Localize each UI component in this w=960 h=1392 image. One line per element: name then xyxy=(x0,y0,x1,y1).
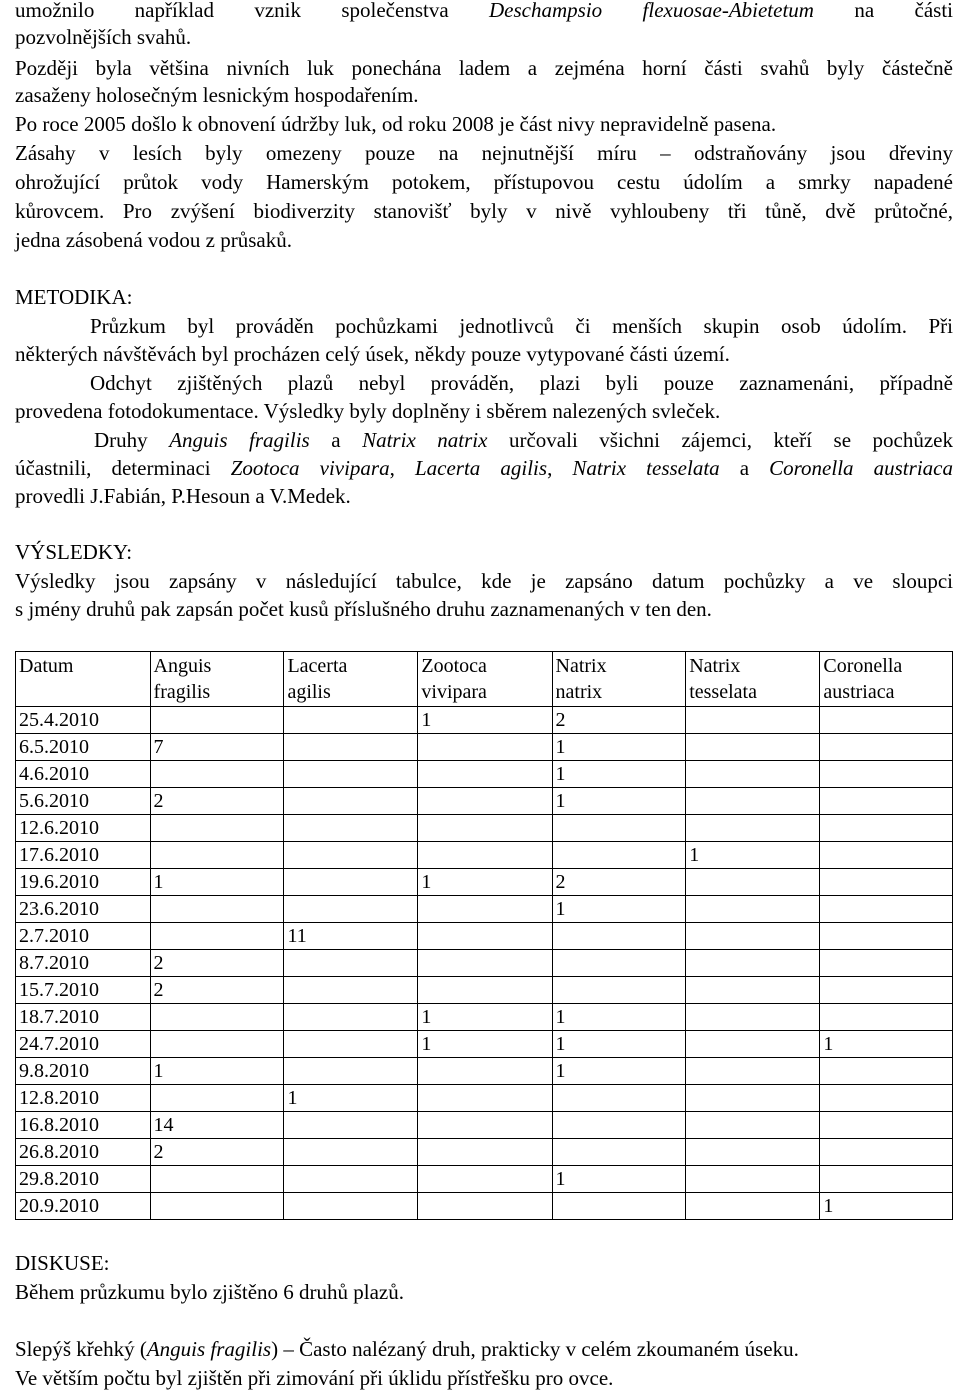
count-cell xyxy=(686,788,820,815)
count-cell xyxy=(686,950,820,977)
table-row xyxy=(16,1004,953,1031)
text-span: umožnilo například vznik společenstva xyxy=(15,0,490,22)
count-cell xyxy=(150,1004,284,1031)
italic-species: Natrix tesselata xyxy=(572,456,720,480)
date-cell: 16.8.2010 xyxy=(16,1112,151,1139)
count-cell xyxy=(284,869,418,896)
text-span: účastnili, determinaci xyxy=(15,456,231,480)
header-text: fragilis xyxy=(153,681,211,703)
count-cell xyxy=(686,923,820,950)
table-row xyxy=(16,734,953,761)
count-cell xyxy=(686,761,820,788)
italic-species: Anguis fragilis xyxy=(146,1337,272,1361)
count-cell: 1 xyxy=(552,761,686,788)
date-cell: 17.6.2010 xyxy=(16,842,151,869)
count-cell: 2 xyxy=(150,950,284,977)
count-cell: 1 xyxy=(552,896,686,923)
results-table xyxy=(15,651,953,1220)
count-cell xyxy=(820,1058,953,1085)
count-cell xyxy=(284,842,418,869)
count-cell xyxy=(820,815,953,842)
text-line: Ve větším počtu byl zjištěn při zimování při úklidu přístřešku pro ovce. xyxy=(15,1366,614,1390)
table-header-cell xyxy=(686,652,820,707)
table-header-cell xyxy=(284,652,418,707)
text-span: na části xyxy=(813,0,953,22)
count-cell: 2 xyxy=(150,977,284,1004)
header-text: austriaca xyxy=(823,681,895,703)
table-row xyxy=(16,977,953,1004)
count-cell xyxy=(418,923,552,950)
text-line: Po roce 2005 došlo k obnovení údržby luk, od roku 2008 je část nivy nepravidelně pasena. xyxy=(15,112,777,136)
header-text: Anguis xyxy=(153,655,212,677)
count-cell xyxy=(284,896,418,923)
count-cell: 1 xyxy=(418,1031,552,1058)
count-cell xyxy=(284,1166,418,1193)
text-span: určovali všichni zájemci, kteří se pochůzek xyxy=(487,428,953,452)
text-line: kůrovcem. Pro zvýšení biodiverzity stanovišť byly v nivě vyhloubeny tři tůně, dvě průtočné, xyxy=(15,199,953,223)
section-heading-vysledky: VÝSLEDKY: xyxy=(15,540,133,564)
date-cell: 2.7.2010 xyxy=(16,923,151,950)
header-text: tesselata xyxy=(689,681,757,703)
count-cell xyxy=(820,869,953,896)
table-row xyxy=(16,950,953,977)
count-cell xyxy=(820,1112,953,1139)
text-span: Druhy xyxy=(94,428,170,452)
count-cell xyxy=(820,1139,953,1166)
table-row xyxy=(16,896,953,923)
count-cell xyxy=(418,1193,552,1220)
table-row xyxy=(16,1139,953,1166)
count-cell xyxy=(552,923,686,950)
header-text: agilis xyxy=(287,681,331,703)
table-row xyxy=(16,1166,953,1193)
count-cell xyxy=(552,1112,686,1139)
count-cell xyxy=(418,1058,552,1085)
count-cell xyxy=(820,788,953,815)
count-cell xyxy=(820,977,953,1004)
text-line: Průzkum byl prováděn pochůzkami jednotlivců či menších skupin osob údolím. Při xyxy=(90,314,953,338)
count-cell xyxy=(552,1139,686,1166)
date-cell: 25.4.2010 xyxy=(16,707,151,734)
count-cell: 1 xyxy=(150,869,284,896)
table-header-row xyxy=(16,652,953,707)
table-row xyxy=(16,923,953,950)
count-cell xyxy=(418,896,552,923)
count-cell xyxy=(820,1004,953,1031)
count-cell xyxy=(150,761,284,788)
count-cell xyxy=(284,1004,418,1031)
count-cell: 11 xyxy=(284,923,418,950)
count-cell xyxy=(418,1085,552,1112)
count-cell xyxy=(552,977,686,1004)
count-cell xyxy=(284,1193,418,1220)
count-cell xyxy=(150,707,284,734)
table-row xyxy=(16,1112,953,1139)
count-cell xyxy=(552,842,686,869)
count-cell xyxy=(418,950,552,977)
italic-species: Anguis fragilis xyxy=(169,428,310,452)
count-cell xyxy=(686,1193,820,1220)
section-heading-diskuse: DISKUSE: xyxy=(15,1251,110,1275)
count-cell xyxy=(418,788,552,815)
text-line xyxy=(15,0,953,24)
count-cell xyxy=(284,1058,418,1085)
count-cell: 1 xyxy=(820,1031,953,1058)
table-row xyxy=(16,1193,953,1220)
header-text: Coronella xyxy=(823,655,903,677)
count-cell xyxy=(820,734,953,761)
count-cell xyxy=(820,1166,953,1193)
count-cell xyxy=(686,707,820,734)
count-cell: 1 xyxy=(552,1031,686,1058)
date-cell: 12.8.2010 xyxy=(16,1085,151,1112)
text-line: provedli J.Fabián, P.Hesoun a V.Medek. xyxy=(15,484,351,508)
header-text: natrix xyxy=(555,681,603,703)
count-cell xyxy=(150,896,284,923)
count-cell xyxy=(686,1058,820,1085)
date-cell: 12.6.2010 xyxy=(16,815,151,842)
count-cell xyxy=(284,1112,418,1139)
count-cell: 1 xyxy=(552,1004,686,1031)
text-line: zasaženy holosečným lesnickým hospodařením. xyxy=(15,83,419,107)
count-cell: 1 xyxy=(552,1166,686,1193)
table-header-cell xyxy=(820,652,953,707)
table-row xyxy=(16,842,953,869)
date-cell: 24.7.2010 xyxy=(16,1031,151,1058)
date-cell: 8.7.2010 xyxy=(16,950,151,977)
results-table-body xyxy=(16,652,953,1220)
count-cell xyxy=(820,896,953,923)
count-cell xyxy=(820,761,953,788)
count-cell xyxy=(820,1085,953,1112)
table-header-cell xyxy=(16,652,151,707)
text-line: pozvolnějších svahů. xyxy=(15,25,192,49)
count-cell: 1 xyxy=(552,1058,686,1085)
date-cell: 9.8.2010 xyxy=(16,1058,151,1085)
count-cell xyxy=(686,734,820,761)
count-cell xyxy=(686,1085,820,1112)
count-cell xyxy=(552,815,686,842)
count-cell xyxy=(150,923,284,950)
date-cell: 20.9.2010 xyxy=(16,1193,151,1220)
count-cell xyxy=(418,734,552,761)
text-line: Zásahy v lesích byly omezeny pouze na nejnutnější míru – odstraňovány jsou dřeviny xyxy=(15,141,953,165)
count-cell xyxy=(284,815,418,842)
text-line: jednа zásobená vodou z průsaků. xyxy=(15,228,292,252)
table-row xyxy=(16,1031,953,1058)
count-cell xyxy=(686,977,820,1004)
table-header-cell xyxy=(552,652,686,707)
section-heading-metodika: METODIKA: xyxy=(15,285,133,309)
count-cell: 2 xyxy=(552,869,686,896)
header-text: Lacerta xyxy=(287,655,348,677)
italic-species: Coronella austriaca xyxy=(769,456,953,480)
header-text: Natrix xyxy=(689,655,741,677)
table-row xyxy=(16,815,953,842)
count-cell xyxy=(418,1166,552,1193)
text-line: Odchyt zjištěných plazů nebyl prováděn, plazi byli pouze zaznamenáni, případně xyxy=(90,371,953,395)
count-cell xyxy=(552,950,686,977)
count-cell: 7 xyxy=(150,734,284,761)
count-cell xyxy=(418,1112,552,1139)
date-cell: 26.8.2010 xyxy=(16,1139,151,1166)
count-cell xyxy=(686,869,820,896)
header-text: Zootoca xyxy=(421,655,487,677)
italic-species: Deschampsio flexuosae-Abietetum xyxy=(489,0,814,22)
count-cell xyxy=(150,1031,284,1058)
count-cell: 1 xyxy=(284,1085,418,1112)
count-cell: 2 xyxy=(150,1139,284,1166)
count-cell: 1 xyxy=(552,788,686,815)
text-line: Později byla většina nivních luk ponechána ladem a zejména horní části svahů byly částečně xyxy=(15,56,953,80)
count-cell xyxy=(284,707,418,734)
date-cell: 18.7.2010 xyxy=(16,1004,151,1031)
count-cell: 1 xyxy=(150,1058,284,1085)
count-cell xyxy=(284,734,418,761)
count-cell xyxy=(418,761,552,788)
text-span: a xyxy=(309,428,363,452)
count-cell xyxy=(284,1139,418,1166)
count-cell xyxy=(284,788,418,815)
count-cell: 1 xyxy=(552,734,686,761)
text-line xyxy=(15,455,953,482)
text-line: s jmény druhů pak zapsán počet kusů příslušného druhu zaznamenaných v ten den. xyxy=(15,597,712,621)
text-line: některých návštěvách byl procházen celý úsek, někdy pouze vytypované části území. xyxy=(15,342,730,366)
date-cell: 23.6.2010 xyxy=(16,896,151,923)
count-cell: 1 xyxy=(418,869,552,896)
count-cell xyxy=(552,1085,686,1112)
count-cell xyxy=(150,1085,284,1112)
count-cell xyxy=(284,1031,418,1058)
italic-species: Zootoca vivipara xyxy=(230,456,390,480)
count-cell xyxy=(552,1193,686,1220)
date-cell: 15.7.2010 xyxy=(16,977,151,1004)
table-row xyxy=(16,788,953,815)
count-cell xyxy=(820,707,953,734)
count-cell xyxy=(686,1112,820,1139)
count-cell: 1 xyxy=(686,842,820,869)
count-cell xyxy=(418,815,552,842)
text-line: Během průzkumu bylo zjištěno 6 druhů plazů. xyxy=(15,1280,405,1304)
header-text: vivipara xyxy=(421,681,487,703)
count-cell xyxy=(820,923,953,950)
count-cell xyxy=(686,1031,820,1058)
text-line: provedena fotodokumentace. Výsledky byly doplněny i sběrem nalezených svleček. xyxy=(15,399,721,423)
text-span: Slepýš křehký ( xyxy=(15,1337,147,1361)
italic-species: Natrix natrix xyxy=(362,428,488,452)
count-cell xyxy=(150,1193,284,1220)
count-cell xyxy=(820,842,953,869)
count-cell: 1 xyxy=(820,1193,953,1220)
text-span: , xyxy=(547,456,573,480)
text-span: a xyxy=(719,456,770,480)
text-line xyxy=(15,427,953,454)
text-line: ohrožující průtok vody Hamerským potokem, přístupovou cestu údolím a smrky napadené xyxy=(15,170,953,194)
count-cell xyxy=(150,1166,284,1193)
table-row xyxy=(16,869,953,896)
count-cell xyxy=(418,842,552,869)
italic-species: Lacerta agilis xyxy=(414,456,548,480)
count-cell xyxy=(284,977,418,1004)
date-cell: 5.6.2010 xyxy=(16,788,151,815)
count-cell xyxy=(686,1166,820,1193)
text-line: Výsledky jsou zapsány v následující tabulce, kde je zapsáno datum pochůzky a ve sloupci xyxy=(15,569,953,593)
count-cell: 2 xyxy=(552,707,686,734)
table-header-cell xyxy=(150,652,284,707)
count-cell xyxy=(150,842,284,869)
count-cell: 2 xyxy=(150,788,284,815)
count-cell xyxy=(418,1139,552,1166)
count-cell: 14 xyxy=(150,1112,284,1139)
count-cell xyxy=(686,1139,820,1166)
table-row xyxy=(16,761,953,788)
count-cell: 1 xyxy=(418,1004,552,1031)
header-text: Datum xyxy=(19,655,74,677)
count-cell xyxy=(150,815,284,842)
count-cell xyxy=(686,815,820,842)
count-cell xyxy=(686,896,820,923)
table-header-cell xyxy=(418,652,552,707)
date-cell: 4.6.2010 xyxy=(16,761,151,788)
count-cell xyxy=(284,761,418,788)
table-row xyxy=(16,1058,953,1085)
count-cell xyxy=(284,950,418,977)
date-cell: 6.5.2010 xyxy=(16,734,151,761)
text-span: ) – Často nalézaný druh, prakticky v celém zkoumaném úseku. xyxy=(271,1337,799,1361)
count-cell xyxy=(820,950,953,977)
text-line xyxy=(15,1336,799,1363)
text-span: , xyxy=(389,456,415,480)
count-cell xyxy=(418,977,552,1004)
table-row xyxy=(16,1085,953,1112)
table-row xyxy=(16,707,953,734)
count-cell xyxy=(686,1004,820,1031)
date-cell: 19.6.2010 xyxy=(16,869,151,896)
date-cell: 29.8.2010 xyxy=(16,1166,151,1193)
count-cell: 1 xyxy=(418,707,552,734)
header-text: Natrix xyxy=(555,655,607,677)
